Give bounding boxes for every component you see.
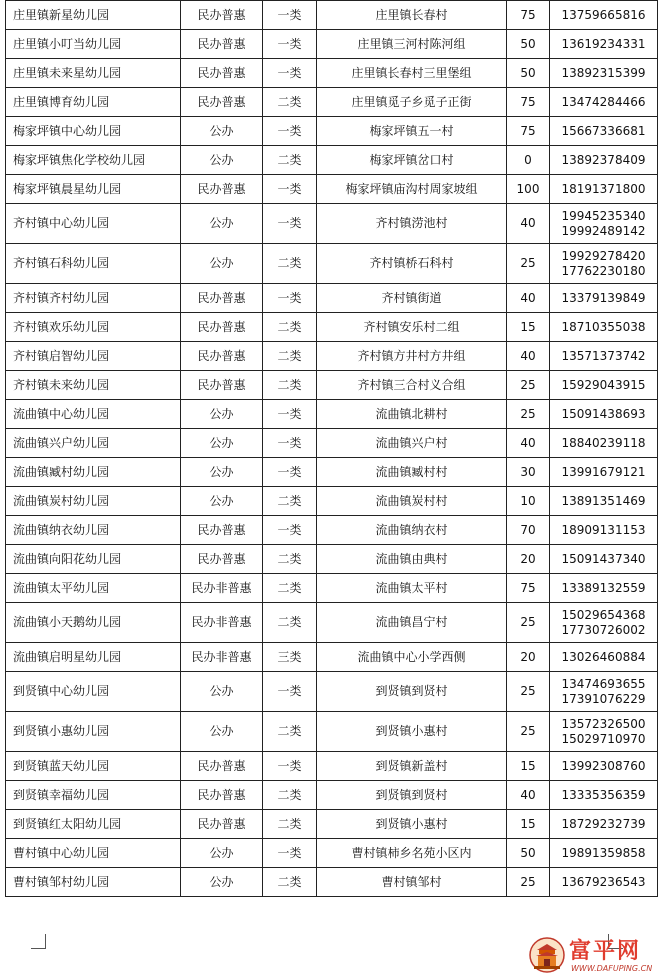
- phone-number: 13572326500: [561, 716, 646, 731]
- phone-cell: [550, 672, 658, 712]
- phone-cell: [550, 400, 658, 429]
- phone-number: 17730726002: [561, 622, 646, 637]
- phone-cell: [550, 146, 658, 175]
- grade-cell: 一类: [263, 59, 317, 88]
- grade-cell: 二类: [263, 342, 317, 371]
- name-cell: 齐村镇欢乐幼儿园: [6, 313, 181, 342]
- phone-cell: [550, 313, 658, 342]
- address-cell: 到贤镇到贤村: [317, 672, 507, 712]
- phone-number: 18710355038: [561, 319, 646, 334]
- type-cell: 公办: [181, 839, 263, 868]
- table-row: [6, 574, 658, 603]
- grade-cell: 一类: [263, 458, 317, 487]
- table-row: [6, 516, 658, 545]
- type-cell: 民办普惠: [181, 175, 263, 204]
- table-row: [6, 342, 658, 371]
- phone-number: 13992308760: [561, 758, 646, 773]
- name-cell: 齐村镇启智幼儿园: [6, 342, 181, 371]
- type-cell: 民办普惠: [181, 342, 263, 371]
- phone-cell: [550, 574, 658, 603]
- phone-number: 13026460884: [561, 649, 646, 664]
- table-row: [6, 810, 658, 839]
- table-row: [6, 643, 658, 672]
- phone-cell: [550, 1, 658, 30]
- grade-cell: 二类: [263, 781, 317, 810]
- name-cell: 梅家坪镇晨星幼儿园: [6, 175, 181, 204]
- grade-cell: 二类: [263, 574, 317, 603]
- table-row: [6, 712, 658, 752]
- grade-cell: 一类: [263, 284, 317, 313]
- capacity-cell: 75: [507, 88, 550, 117]
- type-cell: 公办: [181, 487, 263, 516]
- name-cell: 流曲镇向阳花幼儿园: [6, 545, 181, 574]
- type-cell: 民办非普惠: [181, 643, 263, 672]
- name-cell: 梅家坪镇焦化学校幼儿园: [6, 146, 181, 175]
- type-cell: 民办普惠: [181, 516, 263, 545]
- capacity-cell: 25: [507, 672, 550, 712]
- phone-cell: [550, 781, 658, 810]
- capacity-cell: 40: [507, 429, 550, 458]
- phone-cell: [550, 752, 658, 781]
- capacity-cell: 50: [507, 30, 550, 59]
- address-cell: 曹村镇邹村: [317, 868, 507, 897]
- address-cell: 庄里镇长春村: [317, 1, 507, 30]
- table-row: [6, 1, 658, 30]
- phone-cell: [550, 30, 658, 59]
- capacity-cell: 25: [507, 603, 550, 643]
- type-cell: 民办非普惠: [181, 603, 263, 643]
- phone-cell: [550, 88, 658, 117]
- name-cell: 到贤镇红太阳幼儿园: [6, 810, 181, 839]
- type-cell: 民办普惠: [181, 30, 263, 59]
- type-cell: 民办普惠: [181, 810, 263, 839]
- table-row: [6, 88, 658, 117]
- phone-number: 15091438693: [561, 406, 646, 421]
- phone-number: 13759665816: [561, 7, 646, 22]
- table-row: [6, 400, 658, 429]
- grade-cell: 二类: [263, 146, 317, 175]
- type-cell: 民办普惠: [181, 88, 263, 117]
- table-row: [6, 868, 658, 897]
- phone-number: 15029710970: [561, 731, 646, 746]
- grade-cell: 一类: [263, 30, 317, 59]
- capacity-cell: 50: [507, 59, 550, 88]
- capacity-cell: 100: [507, 175, 550, 204]
- address-cell: 流曲镇太平村: [317, 574, 507, 603]
- phone-number: 13991679121: [561, 464, 646, 479]
- phone-number: 19945235340: [561, 208, 646, 223]
- address-cell: 到贤镇到贤村: [317, 781, 507, 810]
- name-cell: 流曲镇小天鹅幼儿园: [6, 603, 181, 643]
- name-cell: 流曲镇中心幼儿园: [6, 400, 181, 429]
- phone-cell: [550, 204, 658, 244]
- phone-cell: [550, 458, 658, 487]
- name-cell: 曹村镇中心幼儿园: [6, 839, 181, 868]
- site-watermark: [529, 934, 657, 977]
- grade-cell: 一类: [263, 672, 317, 712]
- name-cell: 庄里镇博育幼儿园: [6, 88, 181, 117]
- type-cell: 公办: [181, 458, 263, 487]
- phone-number: 19891359858: [561, 845, 646, 860]
- grade-cell: 二类: [263, 712, 317, 752]
- gate-tower-logo-icon: [529, 936, 565, 974]
- phone-number: 15929043915: [561, 377, 646, 392]
- address-cell: 梅家坪镇庙沟村周家坡组: [317, 175, 507, 204]
- grade-cell: 二类: [263, 545, 317, 574]
- phone-cell: [550, 712, 658, 752]
- capacity-cell: 25: [507, 400, 550, 429]
- name-cell: 庄里镇新星幼儿园: [6, 1, 181, 30]
- phone-number: 15091437340: [561, 551, 646, 566]
- capacity-cell: 15: [507, 313, 550, 342]
- name-cell: 梅家坪镇中心幼儿园: [6, 117, 181, 146]
- phone-number: 15029654368: [561, 607, 646, 622]
- phone-number: 13474284466: [561, 94, 646, 109]
- phone-number: 13379139849: [561, 290, 646, 305]
- name-cell: 流曲镇启明星幼儿园: [6, 643, 181, 672]
- address-cell: 齐村镇安乐村二组: [317, 313, 507, 342]
- type-cell: 民办普惠: [181, 59, 263, 88]
- phone-cell: [550, 839, 658, 868]
- grade-cell: 一类: [263, 117, 317, 146]
- name-cell: 到贤镇小惠幼儿园: [6, 712, 181, 752]
- phone-number: 13619234331: [561, 36, 646, 51]
- phone-cell: [550, 643, 658, 672]
- phone-cell: [550, 342, 658, 371]
- table-row: [6, 545, 658, 574]
- phone-number: 13892315399: [561, 65, 646, 80]
- name-cell: 到贤镇幸福幼儿园: [6, 781, 181, 810]
- type-cell: 公办: [181, 429, 263, 458]
- grade-cell: 二类: [263, 868, 317, 897]
- table-body: [6, 1, 658, 897]
- address-cell: 到贤镇小惠村: [317, 810, 507, 839]
- grade-cell: 一类: [263, 429, 317, 458]
- address-cell: 齐村镇方井村方井组: [317, 342, 507, 371]
- address-cell: 庄里镇三河村陈河组: [317, 30, 507, 59]
- grade-cell: 一类: [263, 839, 317, 868]
- phone-number: 19992489142: [561, 223, 646, 238]
- address-cell: 曹村镇柿乡名苑小区内: [317, 839, 507, 868]
- capacity-cell: 40: [507, 342, 550, 371]
- address-cell: 到贤镇新盖村: [317, 752, 507, 781]
- name-cell: 庄里镇小叮当幼儿园: [6, 30, 181, 59]
- phone-cell: [550, 59, 658, 88]
- type-cell: 民办普惠: [181, 1, 263, 30]
- grade-cell: 一类: [263, 516, 317, 545]
- table-row: [6, 752, 658, 781]
- capacity-cell: 20: [507, 643, 550, 672]
- table-row: [6, 204, 658, 244]
- phone-number: 13891351469: [561, 493, 646, 508]
- phone-cell: [550, 175, 658, 204]
- type-cell: 民办非普惠: [181, 574, 263, 603]
- address-cell: 流曲镇中心小学西侧: [317, 643, 507, 672]
- name-cell: 齐村镇齐村幼儿园: [6, 284, 181, 313]
- table-row: [6, 146, 658, 175]
- table-row: [6, 284, 658, 313]
- table-row: [6, 117, 658, 146]
- capacity-cell: 40: [507, 204, 550, 244]
- phone-cell: [550, 244, 658, 284]
- grade-cell: 一类: [263, 1, 317, 30]
- grade-cell: 二类: [263, 810, 317, 839]
- type-cell: 公办: [181, 146, 263, 175]
- phone-cell: [550, 117, 658, 146]
- table-row: [6, 30, 658, 59]
- capacity-cell: 50: [507, 839, 550, 868]
- capacity-cell: 30: [507, 458, 550, 487]
- name-cell: 庄里镇未来星幼儿园: [6, 59, 181, 88]
- address-cell: 庄里镇长春村三里堡组: [317, 59, 507, 88]
- type-cell: 公办: [181, 204, 263, 244]
- phone-cell: [550, 545, 658, 574]
- capacity-cell: 15: [507, 752, 550, 781]
- address-cell: 到贤镇小惠村: [317, 712, 507, 752]
- name-cell: 齐村镇中心幼儿园: [6, 204, 181, 244]
- grade-cell: 一类: [263, 204, 317, 244]
- table-row: [6, 839, 658, 868]
- table-row: [6, 59, 658, 88]
- address-cell: 齐村镇桥石科村: [317, 244, 507, 284]
- capacity-cell: 15: [507, 810, 550, 839]
- address-cell: 流曲镇昌宁村: [317, 603, 507, 643]
- phone-cell: [550, 284, 658, 313]
- phone-number: 18729232739: [561, 816, 646, 831]
- capacity-cell: 25: [507, 244, 550, 284]
- name-cell: 齐村镇未来幼儿园: [6, 371, 181, 400]
- grade-cell: 三类: [263, 643, 317, 672]
- table-row: [6, 487, 658, 516]
- capacity-cell: 25: [507, 868, 550, 897]
- table-row: [6, 603, 658, 643]
- phone-number: 18840239118: [561, 435, 646, 450]
- phone-cell: [550, 516, 658, 545]
- type-cell: 民办普惠: [181, 781, 263, 810]
- phone-number: 13474693655: [561, 676, 646, 691]
- phone-number: 13335356359: [561, 787, 646, 802]
- capacity-cell: 10: [507, 487, 550, 516]
- capacity-cell: 75: [507, 1, 550, 30]
- type-cell: 公办: [181, 868, 263, 897]
- address-cell: 齐村镇涝池村: [317, 204, 507, 244]
- grade-cell: 一类: [263, 752, 317, 781]
- phone-cell: [550, 810, 658, 839]
- name-cell: 到贤镇中心幼儿园: [6, 672, 181, 712]
- table-row: [6, 313, 658, 342]
- watermark-domain: WWW.DAFUPING.CN: [571, 964, 653, 973]
- capacity-cell: 0: [507, 146, 550, 175]
- phone-number: 19929278420: [561, 248, 646, 263]
- address-cell: 流曲镇兴户村: [317, 429, 507, 458]
- phone-number: 17391076229: [561, 691, 646, 706]
- capacity-cell: 20: [507, 545, 550, 574]
- address-cell: 齐村镇街道: [317, 284, 507, 313]
- page-corner-mark-left: [31, 934, 46, 949]
- phone-number: 13679236543: [561, 874, 646, 889]
- watermark-title: 富平网: [569, 939, 642, 964]
- capacity-cell: 40: [507, 781, 550, 810]
- capacity-cell: 40: [507, 284, 550, 313]
- table-row: [6, 371, 658, 400]
- name-cell: 流曲镇兴户幼儿园: [6, 429, 181, 458]
- address-cell: 齐村镇三合村义合组: [317, 371, 507, 400]
- grade-cell: 二类: [263, 371, 317, 400]
- address-cell: 梅家坪镇五一村: [317, 117, 507, 146]
- grade-cell: 二类: [263, 244, 317, 284]
- grade-cell: 二类: [263, 88, 317, 117]
- phone-number: 13389132559: [561, 580, 646, 595]
- table-row: [6, 244, 658, 284]
- phone-number: 17762230180: [561, 263, 646, 278]
- address-cell: 庄里镇觅子乡觅子正街: [317, 88, 507, 117]
- phone-number: 18909131153: [561, 522, 646, 537]
- capacity-cell: 75: [507, 574, 550, 603]
- type-cell: 公办: [181, 672, 263, 712]
- name-cell: 到贤镇蓝天幼儿园: [6, 752, 181, 781]
- type-cell: 民办普惠: [181, 284, 263, 313]
- phone-number: 13571373742: [561, 348, 646, 363]
- type-cell: 民办普惠: [181, 371, 263, 400]
- name-cell: 曹村镇邹村幼儿园: [6, 868, 181, 897]
- phone-cell: [550, 868, 658, 897]
- phone-cell: [550, 603, 658, 643]
- name-cell: 流曲镇纳衣幼儿园: [6, 516, 181, 545]
- table-row: [6, 458, 658, 487]
- address-cell: 流曲镇纳衣村: [317, 516, 507, 545]
- type-cell: 公办: [181, 117, 263, 146]
- grade-cell: 二类: [263, 487, 317, 516]
- capacity-cell: 75: [507, 117, 550, 146]
- phone-number: 13892378409: [561, 152, 646, 167]
- phone-number: 18191371800: [561, 181, 646, 196]
- name-cell: 流曲镇臧村幼儿园: [6, 458, 181, 487]
- type-cell: 公办: [181, 712, 263, 752]
- kindergarten-table: [5, 0, 658, 897]
- name-cell: 流曲镇太平幼儿园: [6, 574, 181, 603]
- phone-number: 15667336681: [561, 123, 646, 138]
- grade-cell: 一类: [263, 400, 317, 429]
- phone-cell: [550, 429, 658, 458]
- address-cell: 流曲镇臧村村: [317, 458, 507, 487]
- phone-cell: [550, 487, 658, 516]
- address-cell: 梅家坪镇岔口村: [317, 146, 507, 175]
- capacity-cell: 70: [507, 516, 550, 545]
- table-row: [6, 781, 658, 810]
- grade-cell: 二类: [263, 603, 317, 643]
- capacity-cell: 25: [507, 712, 550, 752]
- name-cell: 齐村镇石科幼儿园: [6, 244, 181, 284]
- address-cell: 流曲镇北耕村: [317, 400, 507, 429]
- phone-cell: [550, 371, 658, 400]
- table-row: [6, 175, 658, 204]
- type-cell: 民办普惠: [181, 313, 263, 342]
- grade-cell: 一类: [263, 175, 317, 204]
- address-cell: 流曲镇由典村: [317, 545, 507, 574]
- grade-cell: 二类: [263, 313, 317, 342]
- table-row: [6, 429, 658, 458]
- type-cell: 公办: [181, 400, 263, 429]
- type-cell: 民办普惠: [181, 752, 263, 781]
- name-cell: 流曲镇炭村幼儿园: [6, 487, 181, 516]
- type-cell: 公办: [181, 244, 263, 284]
- capacity-cell: 25: [507, 371, 550, 400]
- table-row: [6, 672, 658, 712]
- type-cell: 民办普惠: [181, 545, 263, 574]
- address-cell: 流曲镇炭村村: [317, 487, 507, 516]
